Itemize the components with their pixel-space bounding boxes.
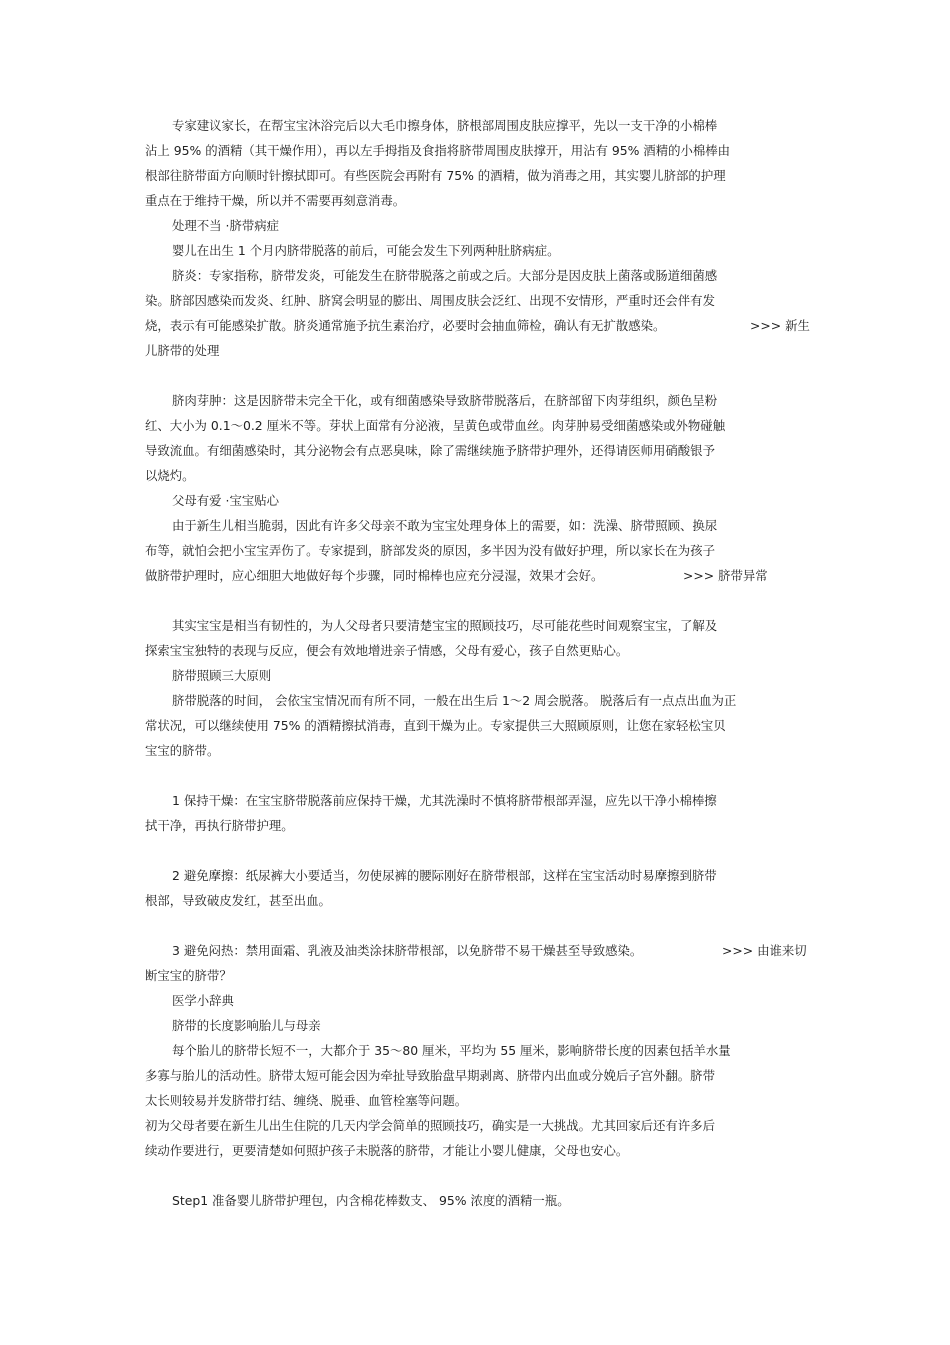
- text-line: 太长则较易并发脐带打结、缠绕、脱垂、血管栓塞等问题。: [145, 1093, 468, 1108]
- text-line: 脐肉芽肿：这是因脐带未完全干化，或有细菌感染导致脐带脱落后，在脐部留下肉芽组织，颜色呈粉: [172, 393, 718, 408]
- text-line: 宝宝的脐带。: [145, 743, 220, 758]
- section-heading: 脐带的长度影响胎儿与母亲: [172, 1018, 321, 1033]
- text-line: 重点在于维持干燥，所以并不需要再刻意消毒。: [145, 193, 406, 208]
- section-heading: 处理不当 ·脐带病症: [172, 218, 280, 233]
- section-heading: 医学小辞典: [172, 993, 234, 1008]
- related-link[interactable]: 儿脐带的处理: [145, 343, 220, 358]
- text-line: 脐炎：专家指称，脐带发炎，可能发生在脐带脱落之前或之后。大部分是因皮肤上菌落或肠道细菌感: [172, 268, 718, 283]
- text-line: 其实宝宝是相当有韧性的，为人父母者只要清楚宝宝的照顾技巧，尽可能花些时间观察宝宝，了解及: [172, 618, 718, 633]
- text-line: 探索宝宝独特的表现与反应，便会有效地增进亲子情感，父母有爱心，孩子自然更贴心。: [145, 643, 629, 658]
- text-line: 多寡与胎儿的活动性。脐带太短可能会因为牵扯导致胎盘早期剥离、脐带内出血或分娩后子宫外翻。脐带: [145, 1068, 715, 1083]
- text-line: 脐带脱落的时间， 会依宝宝情况而有所不同，一般在出生后 1～2 周会脱落。 脱落后有一点点出血为正: [172, 693, 737, 708]
- related-link[interactable]: >>> 脐带异常: [683, 568, 768, 583]
- related-link[interactable]: >>> 由谁来切: [722, 943, 807, 958]
- related-link[interactable]: >>> 新生: [750, 318, 810, 333]
- text-line: 3 避免闷热：禁用面霜、乳液及油类涂抹脐带根部，以免脐带不易干燥甚至导致感染。: [172, 943, 643, 958]
- section-heading: 脐带照顾三大原则: [172, 668, 272, 683]
- text-line: Step1 准备婴儿脐带护理包，内含棉花棒数支、 95% 浓度的酒精一瓶。: [172, 1193, 570, 1208]
- text-line: 烧，表示有可能感染扩散。脐炎通常施予抗生素治疗，必要时会抽血筛检，确认有无扩散感染。: [145, 318, 666, 333]
- text-line: 常状况，可以继续使用 75% 的酒精擦拭消毒，直到干燥为止。专家提供三大照顾原则，让您在家轻松宝贝: [145, 718, 726, 733]
- text-line: 红、大小为 0.1～0.2 厘米不等。芽状上面常有分泌液，呈黄色或带血丝。肉芽肿易受细菌感染或外物碰触: [145, 418, 726, 433]
- related-link[interactable]: 断宝宝的脐带？: [145, 968, 232, 983]
- text-line: 根部，导致破皮发红，甚至出血。: [145, 893, 331, 908]
- text-line: 婴儿在出生 1 个月内脐带脱落的前后，可能会发生下列两种肚脐病症。: [172, 243, 560, 258]
- text-line: 做脐带护理时，应心细胆大地做好每个步骤，同时棉棒也应充分浸湿，效果才会好。: [145, 568, 604, 583]
- text-line: 染。脐部因感染而发炎、红肿、脐窝会明显的膨出、周围皮肤会泛红、出现不安情形，严重时还会伴有发: [145, 293, 715, 308]
- text-line: 根部往脐带面方向顺时针擦拭即可。有些医院会再附有 75% 的酒精，做为消毒之用，其实婴儿脐部的护理: [145, 168, 726, 183]
- text-line: 布等，就怕会把小宝宝弄伤了。专家提到，脐部发炎的原因，多半因为没有做好护理，所以家长在为孩子: [145, 543, 715, 558]
- text-line: 导致流血。有细菌感染时，其分泌物会有点恶臭味，除了需继续施予脐带护理外，还得请医师用硝酸银予: [145, 443, 715, 458]
- text-line: 沾上 95% 的酒精（其干燥作用），再以左手拇指及食指将脐带周围皮肤撑开，用沾有 95% 酒精的小棉棒由: [145, 143, 731, 158]
- text-line: 以烧灼。: [145, 468, 195, 483]
- text-line: 由于新生儿相当脆弱，因此有许多父母亲不敢为宝宝处理身体上的需要，如：洗澡、脐带照顾、换尿: [172, 518, 718, 533]
- text-line: 初为父母者要在新生儿出生住院的几天内学会简单的照顾技巧，确实是一大挑战。尤其回家后还有许多后: [145, 1118, 715, 1133]
- text-line: 拭干净，再执行脐带护理。: [145, 818, 294, 833]
- text-line: 续动作要进行，更要清楚如何照护孩子未脱落的脐带，才能让小婴儿健康，父母也安心。: [145, 1143, 629, 1158]
- section-heading: 父母有爱 ·宝宝贴心: [172, 493, 280, 508]
- text-line: 2 避免摩擦：纸尿裤大小要适当，勿使尿裤的腰际刚好在脐带根部，这样在宝宝活动时易摩擦到脐带: [172, 868, 717, 883]
- text-line: 每个胎儿的脐带长短不一，大都介于 35～80 厘米，平均为 55 厘米，影响脐带长度的因素包括羊水量: [172, 1043, 731, 1058]
- text-line: 专家建议家长，在帮宝宝沐浴完后以大毛巾擦身体，脐根部周围皮肤应撑平，先以一支干净的小棉棒: [172, 118, 718, 133]
- text-line: 1 保持干燥：在宝宝脐带脱落前应保持干燥，尤其洗澡时不慎将脐带根部弄湿，应先以干净小棉棒擦: [172, 793, 717, 808]
